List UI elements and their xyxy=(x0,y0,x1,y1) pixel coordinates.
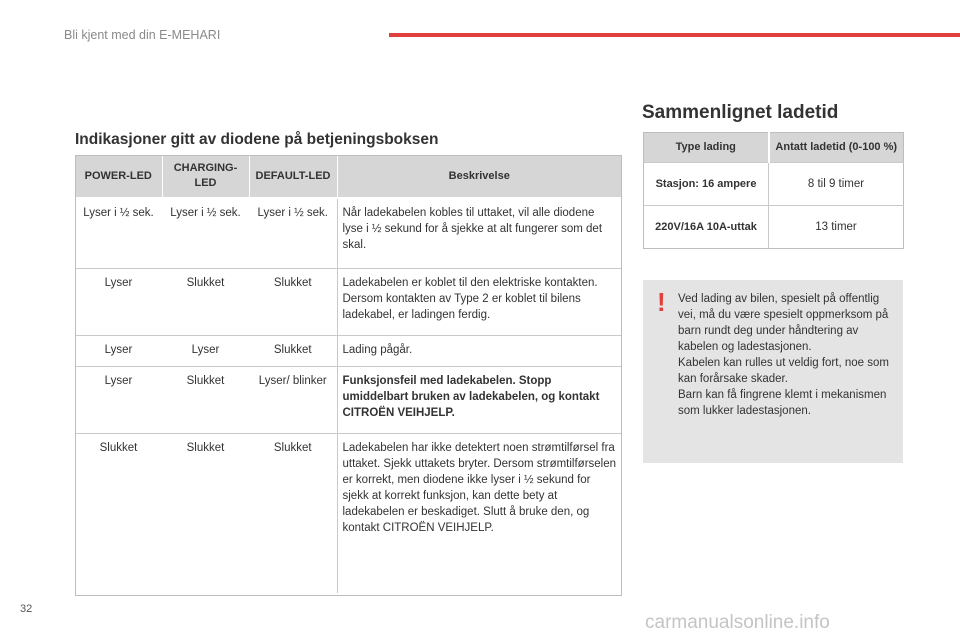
description-cell: Ladekabelen har ikke detektert noen strømtilførsel fra uttaket. Sjekk uttakets bryter. Dersom strømtilførselen er korrekt, men diodene ikke lyser i ½ sekund for sjekk at korrekt funksjon, kan dette bety at ladekabelen er beskadiget. Slutt å bruke den, og kontakt CITROËN VEIHJELP. xyxy=(337,433,621,593)
table-row xyxy=(644,163,904,206)
left-section-heading: Indikasjoner gitt av diodene på betjeningsboksen xyxy=(75,131,439,148)
page-number: 32 xyxy=(20,603,33,615)
column-header-power-led: POWER-LED xyxy=(75,155,162,198)
header-accent-bar xyxy=(389,33,960,37)
column-header-description: Beskrivelse xyxy=(337,155,621,198)
warning-text xyxy=(678,291,900,419)
column-header-default-led: DEFAULT-LED xyxy=(249,155,337,198)
right-section-heading: Sammenlignet ladetid xyxy=(642,102,839,123)
header-title: Bli kjent med din E-MEHARI xyxy=(64,28,221,42)
column-header-charging-type: Type lading xyxy=(644,133,769,163)
diode-indication-table xyxy=(75,155,621,593)
charging-type-cell: Stasjon: 16 ampere xyxy=(644,163,769,206)
description-cell: Når ladekabelen kobles til uttaket, vil alle diodene lyse i ½ sekund for å sjekke at alt fungerer som det skal. xyxy=(337,198,621,268)
default-led-cell: Lyser/ blinker xyxy=(249,366,337,433)
warning-line: Barn kan få fingrene klemt i mekanismen som lukker ladestasjonen. xyxy=(678,389,887,417)
power-led-cell: Lyser xyxy=(75,366,162,433)
warning-line: Ved lading av bilen, spesielt på offentlig vei, må du være spesielt oppmerksom på barn rundt deg under håndtering av kabelen og ladestasjonen. xyxy=(678,293,889,353)
description-cell: Funksjonsfeil med ladekabelen. Stopp umiddelbart bruken av ladekabelen, og kontakt CITROËN VEIHJELP. xyxy=(337,366,621,433)
table-header-row xyxy=(644,133,904,163)
power-led-cell: Slukket xyxy=(75,433,162,593)
charging-led-cell: Slukket xyxy=(162,433,249,593)
description-cell: Ladekabelen er koblet til den elektriske kontakten. Dersom kontakten av Type 2 er koblet til bilens ladekabel, er ladingen ferdig. xyxy=(337,268,621,335)
table-row xyxy=(75,335,621,366)
power-led-cell: Lyser i ½ sek. xyxy=(75,198,162,268)
charging-led-cell: Slukket xyxy=(162,268,249,335)
table-row xyxy=(75,366,621,433)
table-row xyxy=(75,268,621,335)
default-led-cell: Lyser i ½ sek. xyxy=(249,198,337,268)
column-header-estimated-time: Antatt ladetid (0-100 %) xyxy=(769,133,904,163)
power-led-cell: Lyser xyxy=(75,268,162,335)
description-cell: Lading pågår. xyxy=(337,335,621,366)
watermark: carmanualsonline.info xyxy=(645,612,830,633)
warning-line: Kabelen kan rulles ut veldig fort, noe som kan forårsake skader. xyxy=(678,357,889,385)
charging-time-table xyxy=(643,132,904,249)
column-header-charging-led: CHARGING-LED xyxy=(162,155,249,198)
charging-led-cell: Lyser xyxy=(162,335,249,366)
table-header-row xyxy=(75,155,621,198)
table-row xyxy=(75,198,621,268)
default-led-cell: Slukket xyxy=(249,268,337,335)
charging-type-cell: 220V/16A 10A-uttak xyxy=(644,206,769,249)
charging-time-cell: 8 til 9 timer xyxy=(769,163,904,206)
table-row xyxy=(644,206,904,249)
table-row xyxy=(75,433,621,593)
warning-box xyxy=(643,280,903,463)
charging-led-cell: Lyser i ½ sek. xyxy=(162,198,249,268)
default-led-cell: Slukket xyxy=(249,335,337,366)
charging-led-cell: Slukket xyxy=(162,366,249,433)
power-led-cell: Lyser xyxy=(75,335,162,366)
charging-time-cell: 13 timer xyxy=(769,206,904,249)
default-led-cell: Slukket xyxy=(249,433,337,593)
exclamation-icon: ! xyxy=(657,287,666,317)
